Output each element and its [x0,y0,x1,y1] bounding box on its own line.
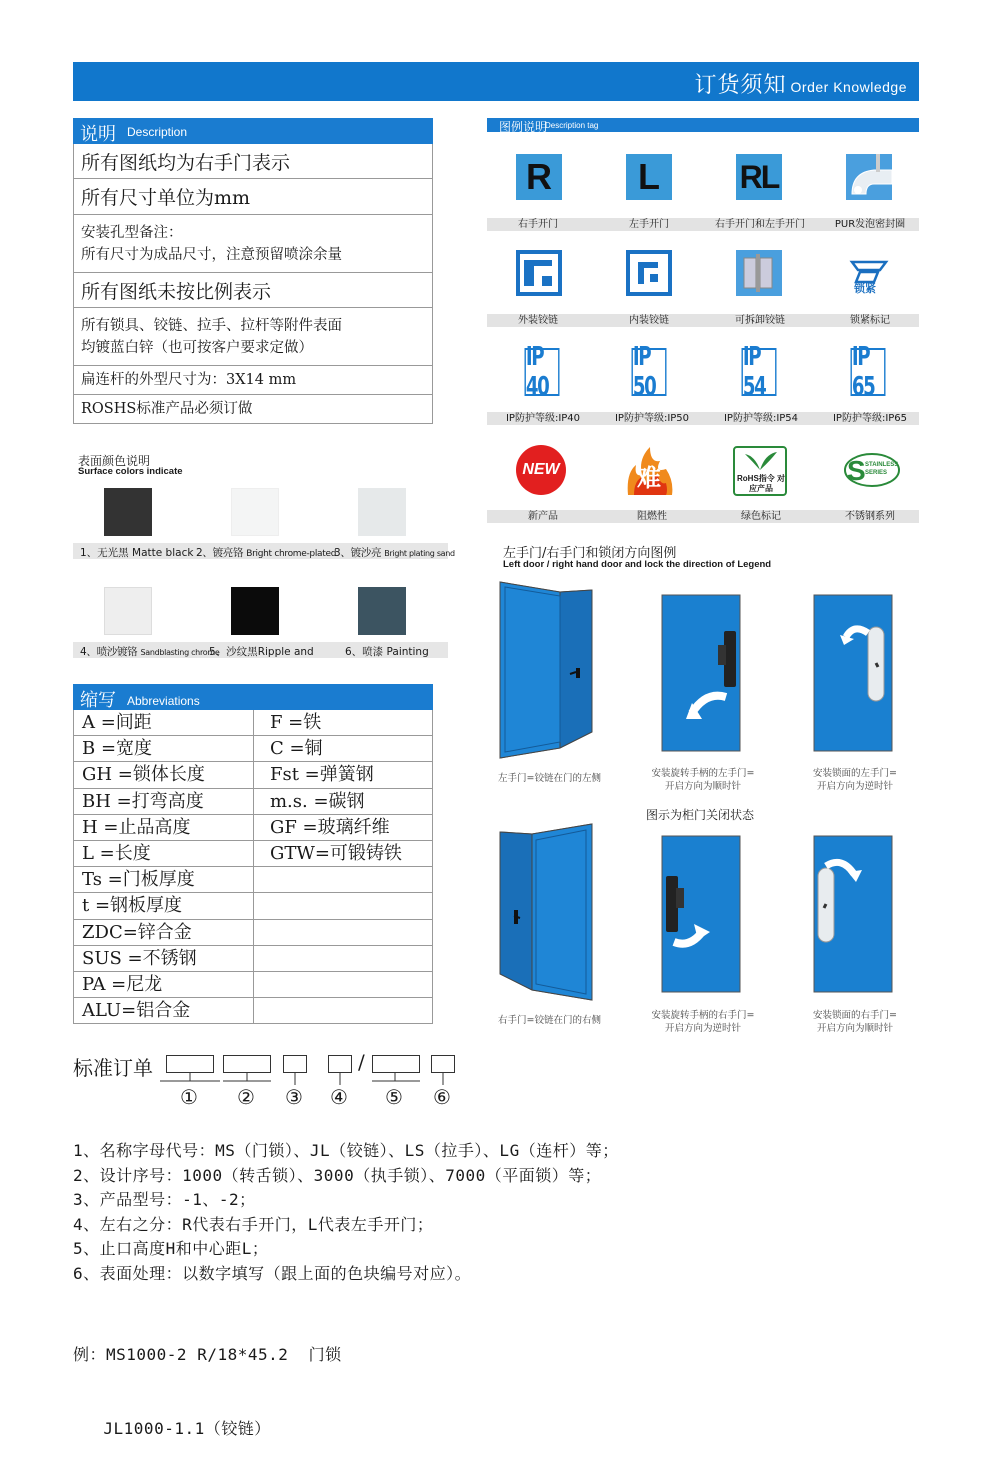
left-hand-door-illustration [500,582,600,764]
abbr-row: GH =锁体长度 Fst =弹簧钢 [74,762,432,788]
swatch-bright-sand [358,488,406,536]
legend-label: 锁紧标记 [850,315,890,326]
legend-label: PUR发泡密封圈 [834,219,906,230]
doors-title-en: Left door / right hand door and lock the direction of Legend [503,559,772,570]
swatch-label: 1、无光黑 Matte black [80,547,194,559]
legend-label: IP防护等级:IP50 [614,413,690,424]
legend-label: 右手开门 [518,219,558,230]
header-title-en: Order Knowledge [790,79,907,95]
order-num-2: ② [237,1085,255,1109]
order-connector-lines [160,1073,470,1093]
stainless-series-icon: S STAINLESS SERIES [847,455,899,486]
swatch-label: 5、沙纹黑Ripple and [209,646,314,658]
external-hinge-icon [516,250,562,296]
order-box-4 [328,1055,352,1073]
new-product-icon: NEW [516,445,566,495]
order-slash: / [358,1050,365,1074]
order-notes [73,1139,619,1286]
left-hand-door-icon: L [626,154,672,200]
order-num-4: ④ [330,1085,348,1109]
rohs-green-mark-icon: RoHS指令 对应产品 [733,446,787,496]
abbr-row: L =长度 GTW=可锻铸铁 [74,841,432,867]
note-row: 所有图纸未按比例表示 [74,273,432,308]
legend-label: 新产品 [528,511,558,522]
internal-hinge-icon [626,250,672,296]
swatch-label: 4、喷沙镀铬 Sandblasting chrome [80,646,220,658]
abbr-row: B =宽度 C =铜 [74,736,432,762]
order-knowledge-header [73,62,919,101]
swatch-painting [358,587,406,635]
swatch-label: 3、镀沙亮 Bright plating sand [334,547,455,559]
note-row: ROSHS标准产品必须订做 [74,395,432,424]
door-caption: 安装旋转手柄的左手门= 开启方向为顺时针 [651,768,755,792]
ip40-icon: IP 40 [525,348,560,396]
header-title-zh: 订货须知 [694,73,787,98]
description-table [73,144,433,424]
order-note: 3、产品型号：-1、-2； [73,1190,256,1209]
order-note: 1、名称字母代号：MS（门锁）、JL（铰链）、LS（拉手）、LG（连杆）等； [73,1141,619,1160]
note-row: 所有尺寸单位为mm [74,179,432,215]
legend-title-bar [487,118,919,132]
order-example [73,1294,342,1466]
order-box-5 [372,1055,420,1073]
doors-title-zh: 左手门/右手门和锁闭方向图例 [503,546,677,561]
right-hand-door-illustration [500,824,600,1006]
lock-mark-icon: 锁紧 [846,250,892,296]
order-box-2 [223,1055,271,1073]
order-box-3 [283,1055,307,1073]
abbr-row: ZDC=锌合金 [74,920,432,946]
note-row: 所有图纸均为右手门表示 [74,144,432,179]
abbr-row: BH =打弯高度 m.s. =碳钢 [74,789,432,815]
legend-label: 内装铰链 [629,315,669,326]
description-title-bar [73,118,433,144]
door-caption: 安装锁面的右手门= 开启方向为顺时针 [813,1010,897,1034]
legend-label: IP防护等级:IP54 [723,413,799,424]
abbr-row: Ts =门板厚度 [74,867,432,893]
svg-text:S: S [847,455,866,486]
ip50-icon: IP 50 [632,348,667,396]
legend-label: 不锈钢系列 [845,511,895,522]
abbr-row: SUS =不锈钢 [74,946,432,972]
legend-label: IP防护等级:IP40 [505,413,581,424]
order-box-6 [431,1055,455,1073]
right-door-handle-illustration [662,836,742,998]
abbr-row: H =止品高度 GF =玻璃纤维 [74,815,432,841]
closed-state-note: 图示为柜门关闭状态 [645,808,754,822]
order-note: 2、设计序号：1000（转舌锁）、3000（执手锁）、7000（平面锁）等； [73,1165,602,1185]
door-caption: 安装锁面的左手门= 开启方向为逆时针 [813,768,897,792]
order-example-1: 例：MS1000-2 R/18*45.2 门锁 [73,1345,342,1364]
legend-label: 右手开门和左手开门 [715,219,805,230]
standard-order-label: 标准订单 [73,1056,153,1080]
swatch-matte-black [104,488,152,536]
description-title-zh: 说明 [80,124,116,145]
pur-foam-seal-icon [846,154,892,200]
abbreviations-title-bar [73,684,433,710]
left-door-lock-illustration [814,595,894,757]
right-hand-door-icon: R [516,154,562,200]
surface-title-en: Surface colors indicate [78,466,183,477]
abbreviations-title-en: Abbreviations [127,694,200,708]
order-box-1 [166,1055,214,1073]
abbreviations-title-zh: 缩写 [80,690,116,711]
door-caption: 右手门=铰链在门的右侧 [498,1015,601,1026]
order-num-5: ⑤ [385,1085,403,1109]
abbr-row: ALU=铝合金 [74,998,432,1024]
surface-title-zh: 表面颜色说明 [78,454,151,468]
swatch-sandblast-chrome [104,587,152,635]
order-example-2: JL1000-1.1（铰链） [73,1418,271,1438]
flame-retardant-icon: 难 [624,445,676,497]
legend-label: 绿色标记 [741,511,781,522]
legend-title-zh: 图例说明 [499,120,548,134]
ip54-icon: IP 54 [742,348,777,396]
left-door-handle-illustration [662,595,742,757]
legend-label: 阻燃性 [637,511,667,522]
door-caption: 左手门=铰链在门的左侧 [498,773,601,784]
swatch-label: 2、镀亮铬 Bright chrome-plated [196,547,337,559]
note-row: 所有锁具、铰链、拉手、拉杆等附件表面 均镀蓝白锌（也可按客户要求定做） [74,308,432,366]
legend-title-en: Description tag [545,121,599,130]
swatch-label: 6、喷漆 Painting [345,646,429,658]
swatch-bright-chrome [231,488,279,536]
order-note: 6、表面处理：以数字填写（跟上面的色块编号对应）。 [73,1263,472,1283]
legend-label: 左手开门 [629,219,669,230]
order-num-1: ① [180,1085,198,1109]
right-door-lock-illustration [814,836,894,998]
order-num-6: ⑥ [433,1085,451,1109]
abbr-row: PA =尼龙 [74,972,432,998]
abbreviations-table [73,710,433,1024]
note-row: 安装孔型备注： 所有尺寸为成品尺寸，注意预留喷涂余量 [74,215,432,273]
order-note: 5、止口高度H和中心距L； [73,1239,269,1258]
detachable-hinge-icon [736,250,782,296]
order-num-3: ③ [285,1085,303,1109]
note-row: 扁连杆的外型尺寸为：3X14 mm [74,366,432,395]
order-note: 4、左右之分：R代表右手开门，L代表左手开门； [73,1214,434,1234]
legend-label: 外装铰链 [518,315,558,326]
abbr-row: A =间距 F =铁 [74,710,432,736]
legend-label: 可拆卸铰链 [735,315,785,326]
door-caption: 安装旋转手柄的右手门= 开启方向为逆时针 [651,1010,755,1034]
swatch-ripple-black [231,587,279,635]
description-title-en: Description [127,125,188,139]
ip65-icon: IP 65 [851,348,886,396]
both-hand-door-icon: RL [736,154,782,200]
abbr-row: t =钢板厚度 [74,893,432,919]
legend-label: IP防护等级:IP65 [832,413,908,424]
